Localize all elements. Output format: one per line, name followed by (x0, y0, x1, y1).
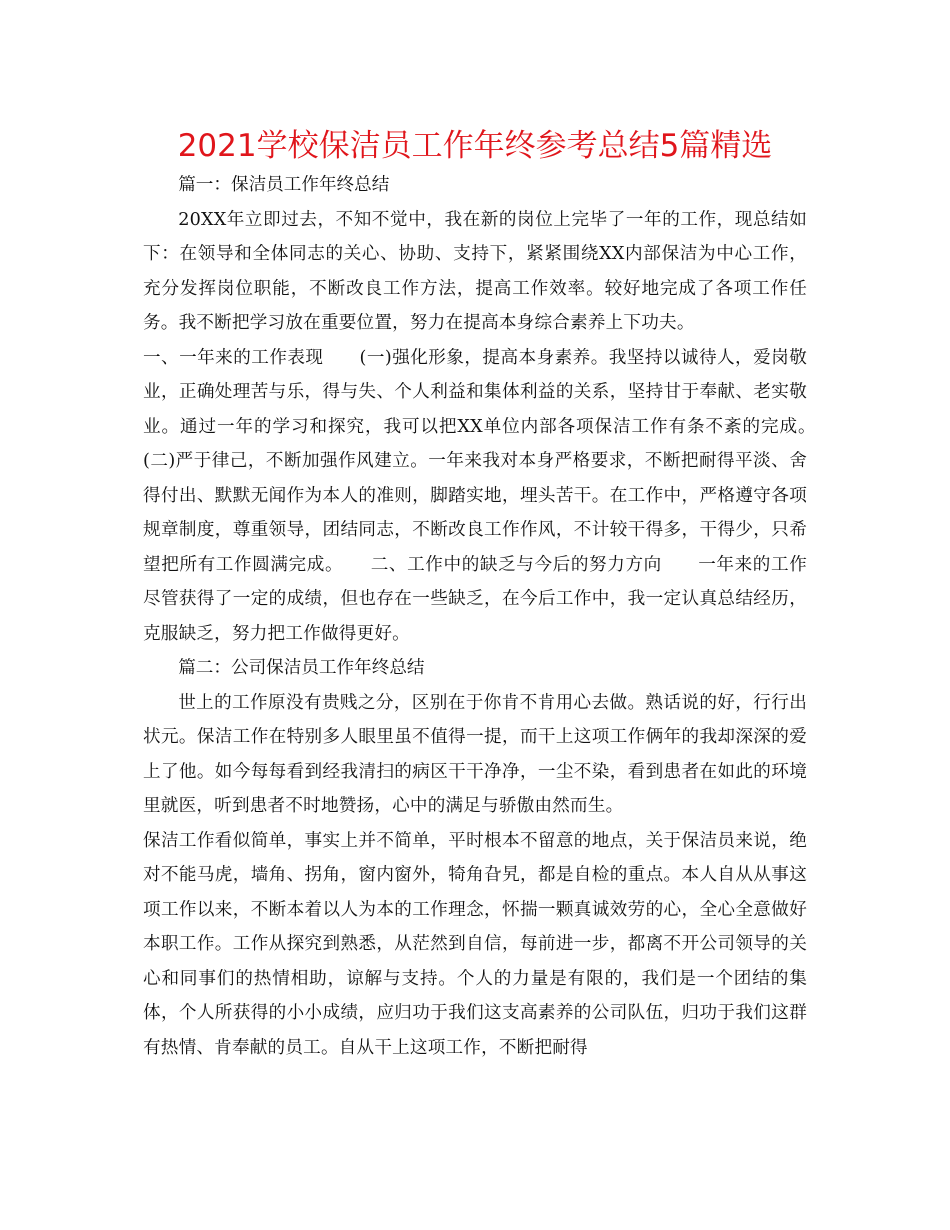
section-heading-1: 篇一：保洁员工作年终总结 (178, 175, 390, 195)
section-2-paragraph-1: 世上的工作原没有贵贱之分，区别在于你肯不肯用心去做。熟话说的好，行行出状元。保洁工作在特别多人眼里虽不值得一提，而干上这项工作俩年的我却深深的爱上了他。如今每每看到经我清扫的病区干干净净，一尘不染，看到患者在如此的环境里就医，听到患者不时地赞扬，心中的满足与骄傲由然而生。 (143, 692, 807, 816)
section-1-paragraph-1: 20XX年立即过去，不知不觉中，我在新的岗位上完毕了一年的工作，现总结如下：在领导和全体同志的关心、协助、支持下，紧紧围绕XX内部保洁为中心工作，充分发挥岗位职能，不断改良工作方法，提高工作效率。较好地完成了各项工作任务。我不断把学习放在重要位置，努力在提高本身综合素养上下功夫。 (143, 209, 807, 333)
section-2-paragraph-2: 保洁工作看似简单，事实上并不简单，平时根本不留意的地点，关于保洁员来说，绝对不能马虎，墙角、拐角，窗内窗外，犄角旮旯，都是自检的重点。本人自从从事这项工作以来，不断本着以人为本的工作理念，怀揣一颗真诚效劳的心，全心全意做好本职工作。工作从探究到熟悉，从茫然到自信，每前进一步，都离不开公司领导的关心和同事们的热情相助，谅解与支持。个人的力量是有限的，我们是一个团结的集体，个人所获得的小小成绩，应归功于我们这支高素养的公司队伍，归功于我们这群有热情、肯奉献的员工。自从干上这项工作，不断把耐得 (143, 830, 807, 1058)
section-1-paragraph-2: 一、一年来的工作表现 (一)强化形象，提高本身素养。我坚持以诚待人，爱岗敬业，正确处理苦与乐，得与失、个人利益和集体利益的关系，坚持甘于奉献、老实敬业。通过一年的学习和探究，我可以把XX单位内部各项保洁工作有条不紊的完成。 (二)严于律己，不断加强作风建立。一年来我对本身严格要求，不断把耐得平淡、舍得付出、默默无闻作为本人的准则，脚踏实地，埋头苦干。在工作中，严格遵守各项规章制度，尊重领导，团结同志，不断改良工作作风，不计较干得多，干得少，只希望把所有工作圆满完成。 二、工作中的缺乏与今后的努力方向 一年来的工作尽管获得了一定的成绩，但也存在一些缺乏，在今后工作中，我一定认真总结经历，克服缺乏，努力把工作做得更好。 (143, 347, 843, 644)
section-heading-2: 篇二：公司保洁员工作年终总结 (178, 658, 425, 678)
document-page (143, 124, 843, 1065)
document-title: 2021学校保洁员工作年终参考总结5篇精选 (177, 128, 773, 164)
